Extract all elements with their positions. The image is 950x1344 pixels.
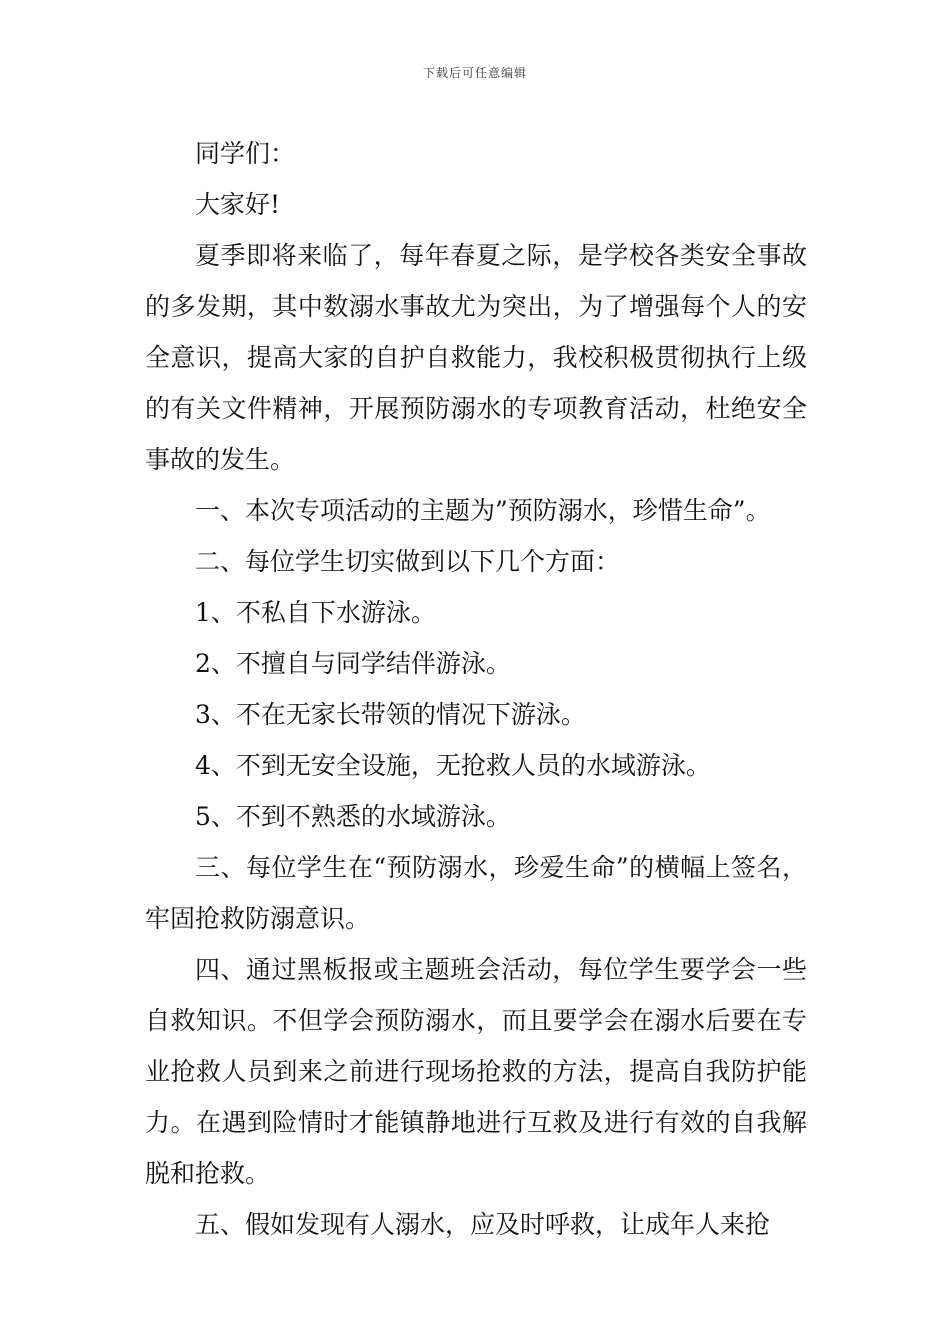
list-item: 1、不私自下水游泳。	[195, 598, 436, 627]
list-item: 5、不到不熟悉的水域游泳。	[195, 802, 511, 831]
section-four: 四、通过黑板报或主题班会活动，每位学生要学会一些自救知识。不但学会预防溺水，而且要学会在溺水后要在专业抢救人员到来之前进行现场抢救的方法，提高自我防护能力。在遇到险情时才能镇静地进行互救及进行有效的自我解脱和抢救。	[145, 955, 807, 1188]
intro-paragraph: 夏季即将来临了，每年春夏之际，是学校各类安全事故的多发期，其中数溺水事故尤为突出，为了增强每个人的安全意识，提高大家的自护自救能力，我校积极贯彻执行上级的有关文件精神，开展预防溺水的专项教育活动，杜绝安全事故的发生。	[145, 241, 807, 474]
list-item: 4、不到无安全设施，无抢救人员的水域游泳。	[195, 751, 711, 780]
list-item: 2、不擅自与同学结伴游泳。	[195, 649, 511, 678]
section-one: 一、本次专项活动的主题为”预防溺水，珍惜生命”。	[195, 496, 771, 525]
greeting: 大家好!	[195, 190, 281, 219]
section-three: 三、每位学生在“预防溺水，珍爱生命”的横幅上签名，牢固抢救防溺意识。	[145, 853, 807, 933]
section-two: 二、每位学生切实做到以下几个方面：	[195, 547, 621, 576]
salutation: 同学们：	[195, 139, 296, 168]
page-header-note: 下载后可任意编辑	[422, 66, 527, 80]
list-item: 3、不在无家长带领的情况下游泳。	[195, 700, 586, 729]
document-body	[145, 128, 807, 1250]
section-five: 五、假如发现有人溺水，应及时呼救，让成年人来抢	[195, 1210, 771, 1239]
